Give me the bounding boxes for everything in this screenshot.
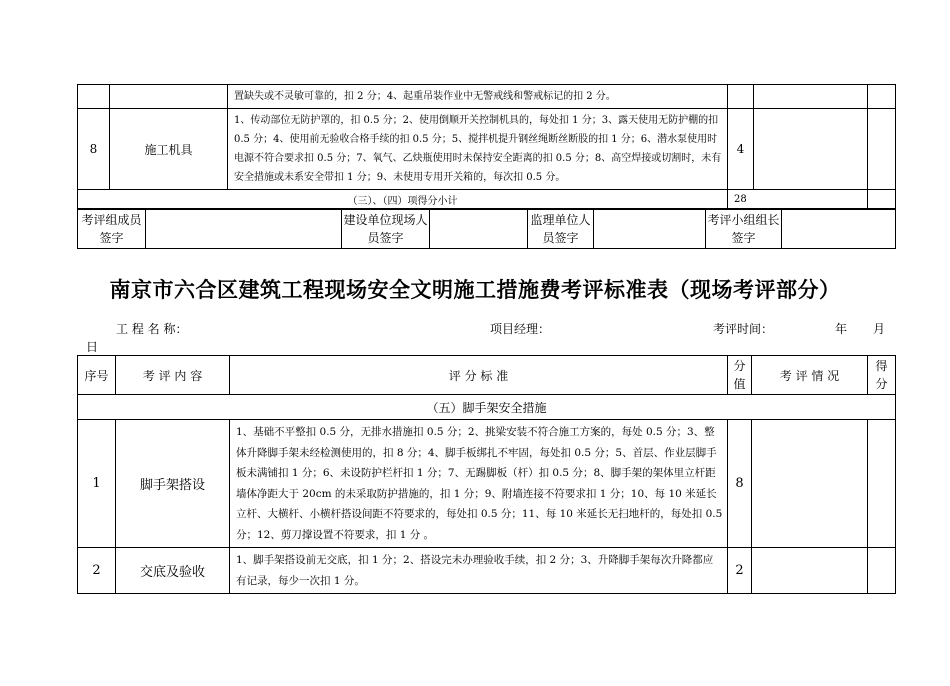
col-header-score-got — [868, 356, 896, 395]
eval-time-label: 考评时间： — [713, 322, 774, 336]
score-value: 2 — [728, 548, 752, 594]
col-header-score-value — [728, 356, 752, 395]
evaluation-cell — [754, 109, 868, 190]
col-header-no: 序号 — [78, 356, 116, 395]
supervisor-signature-field[interactable] — [594, 210, 706, 249]
day-label: 日 — [86, 340, 99, 354]
score-value: 8 — [728, 420, 752, 548]
section-title: （五）脚手架安全措施 — [78, 395, 896, 420]
project-manager-label: 项目经理： — [490, 322, 551, 336]
row-number: 8 — [78, 109, 110, 190]
evaluation-table — [77, 355, 896, 594]
table-row — [78, 109, 896, 190]
subtotal-row — [78, 190, 896, 209]
table-row — [78, 85, 896, 109]
evaluation-cell[interactable] — [752, 420, 868, 548]
score-value-line2: 值 — [733, 377, 746, 391]
score-value: 4 — [728, 109, 754, 190]
year-label: 年 — [835, 322, 848, 336]
continuation-table — [77, 84, 896, 209]
row-number: 1 — [78, 420, 116, 548]
signature-row — [78, 210, 896, 249]
criteria-cell: 1、脚手架搭设前无交底，扣 1 分；2、搭设完未办理验收手续，扣 2 分；3、升降脚手架每次升降都应有记录，每少一次扣 1 分。 — [230, 548, 728, 594]
subtotal-value: 28 — [728, 190, 868, 209]
score-cell[interactable] — [868, 548, 896, 594]
project-name-label: 工 程 名 称： — [116, 322, 188, 336]
score-cell — [868, 109, 896, 190]
col-header-content: 考 评 内 容 — [116, 356, 230, 395]
builder-signature-label: 建设单位现场人员签字 — [342, 210, 430, 249]
table-row — [78, 420, 896, 548]
month-label: 月 — [873, 322, 886, 336]
group-member-signature-field[interactable] — [146, 210, 342, 249]
score-value-line1: 分 — [733, 359, 746, 373]
criteria-cell: 置缺失或不灵敏可靠的，扣 2 分；4、起重吊装作业中无警戒线和警戒标记的扣 2 分。 — [228, 85, 728, 109]
row-number: 2 — [78, 548, 116, 594]
section-row — [78, 395, 896, 420]
criteria-cell: 1、基础不平整扣 0.5 分，无排水措施扣 0.5 分；2、挑梁安装不符合施工方案的，每处 0.5 分；3、整体升降脚手架未经检测使用的，扣 8 分；4、脚手板绑扎不牢固，每处扣 0.5 分；5、首层、作业层脚手板未满铺扣 1 分；6、未设防护栏杆扣 1 分；7、无踢脚板（杆）扣 0.5 分；8、脚手架的架体里立杆距墙体净距大于 20cm 的未采取防护措施的，扣 1 分；9、附墙连接不符要求扣 1 分；10、每 10 米延长立杆、大横杆、小横杆搭设间距不符要求的，每处扣 0.5 分；11、每 10 米延长无扫地杆的，每处扣 0.5 分；12、剪刀撑设置不符要求，扣 1 分 。 — [230, 420, 728, 548]
leader-signature-field[interactable] — [782, 210, 896, 249]
supervisor-signature-label: 监理单位人员签字 — [528, 210, 594, 249]
subtotal-label: （三）、（四）项得分小计 — [78, 190, 728, 209]
score-got-line1: 得 — [875, 359, 888, 373]
builder-signature-field[interactable] — [430, 210, 528, 249]
col-header-standard: 评 分 标 准 — [230, 356, 728, 395]
table-row — [78, 548, 896, 594]
signature-table — [77, 209, 896, 249]
score-got-line2: 分 — [875, 377, 888, 391]
group-member-signature-label: 考评组成员签字 — [78, 210, 146, 249]
leader-signature-label: 考评小组组长签字 — [706, 210, 782, 249]
col-header-situation: 考 评 情 况 — [752, 356, 868, 395]
score-cell[interactable] — [868, 420, 896, 548]
item-name: 施工机具 — [110, 109, 228, 190]
criteria-cell: 1、传动部位无防护罩的，扣 0.5 分；2、使用倒顺开关控制机具的，每处扣 1 分；3、露天使用无防护棚的扣 0.5 分；4、使用前无验收合格手续的扣 0.5 分；5、搅拌机提升钢丝绳断丝断股的扣 1 分；6、潜水泵使用时电源不符合要求扣 0.5 分；7、氧气、乙炔瓶使用时未保持安全距离的扣 0.5 分；8、高空焊接或切割时，未有安全措施或未系安全带扣 1 分；9、未使用专用开关箱的，每次扣 0.5 分。 — [228, 109, 728, 190]
item-name: 交底及验收 — [116, 548, 230, 594]
header-row — [78, 356, 896, 395]
evaluation-cell[interactable] — [752, 548, 868, 594]
item-name: 脚手架搭设 — [116, 420, 230, 548]
page-title: 南京市六合区建筑工程现场安全文明施工措施费考评标准表（现场考评部分） — [109, 278, 841, 302]
